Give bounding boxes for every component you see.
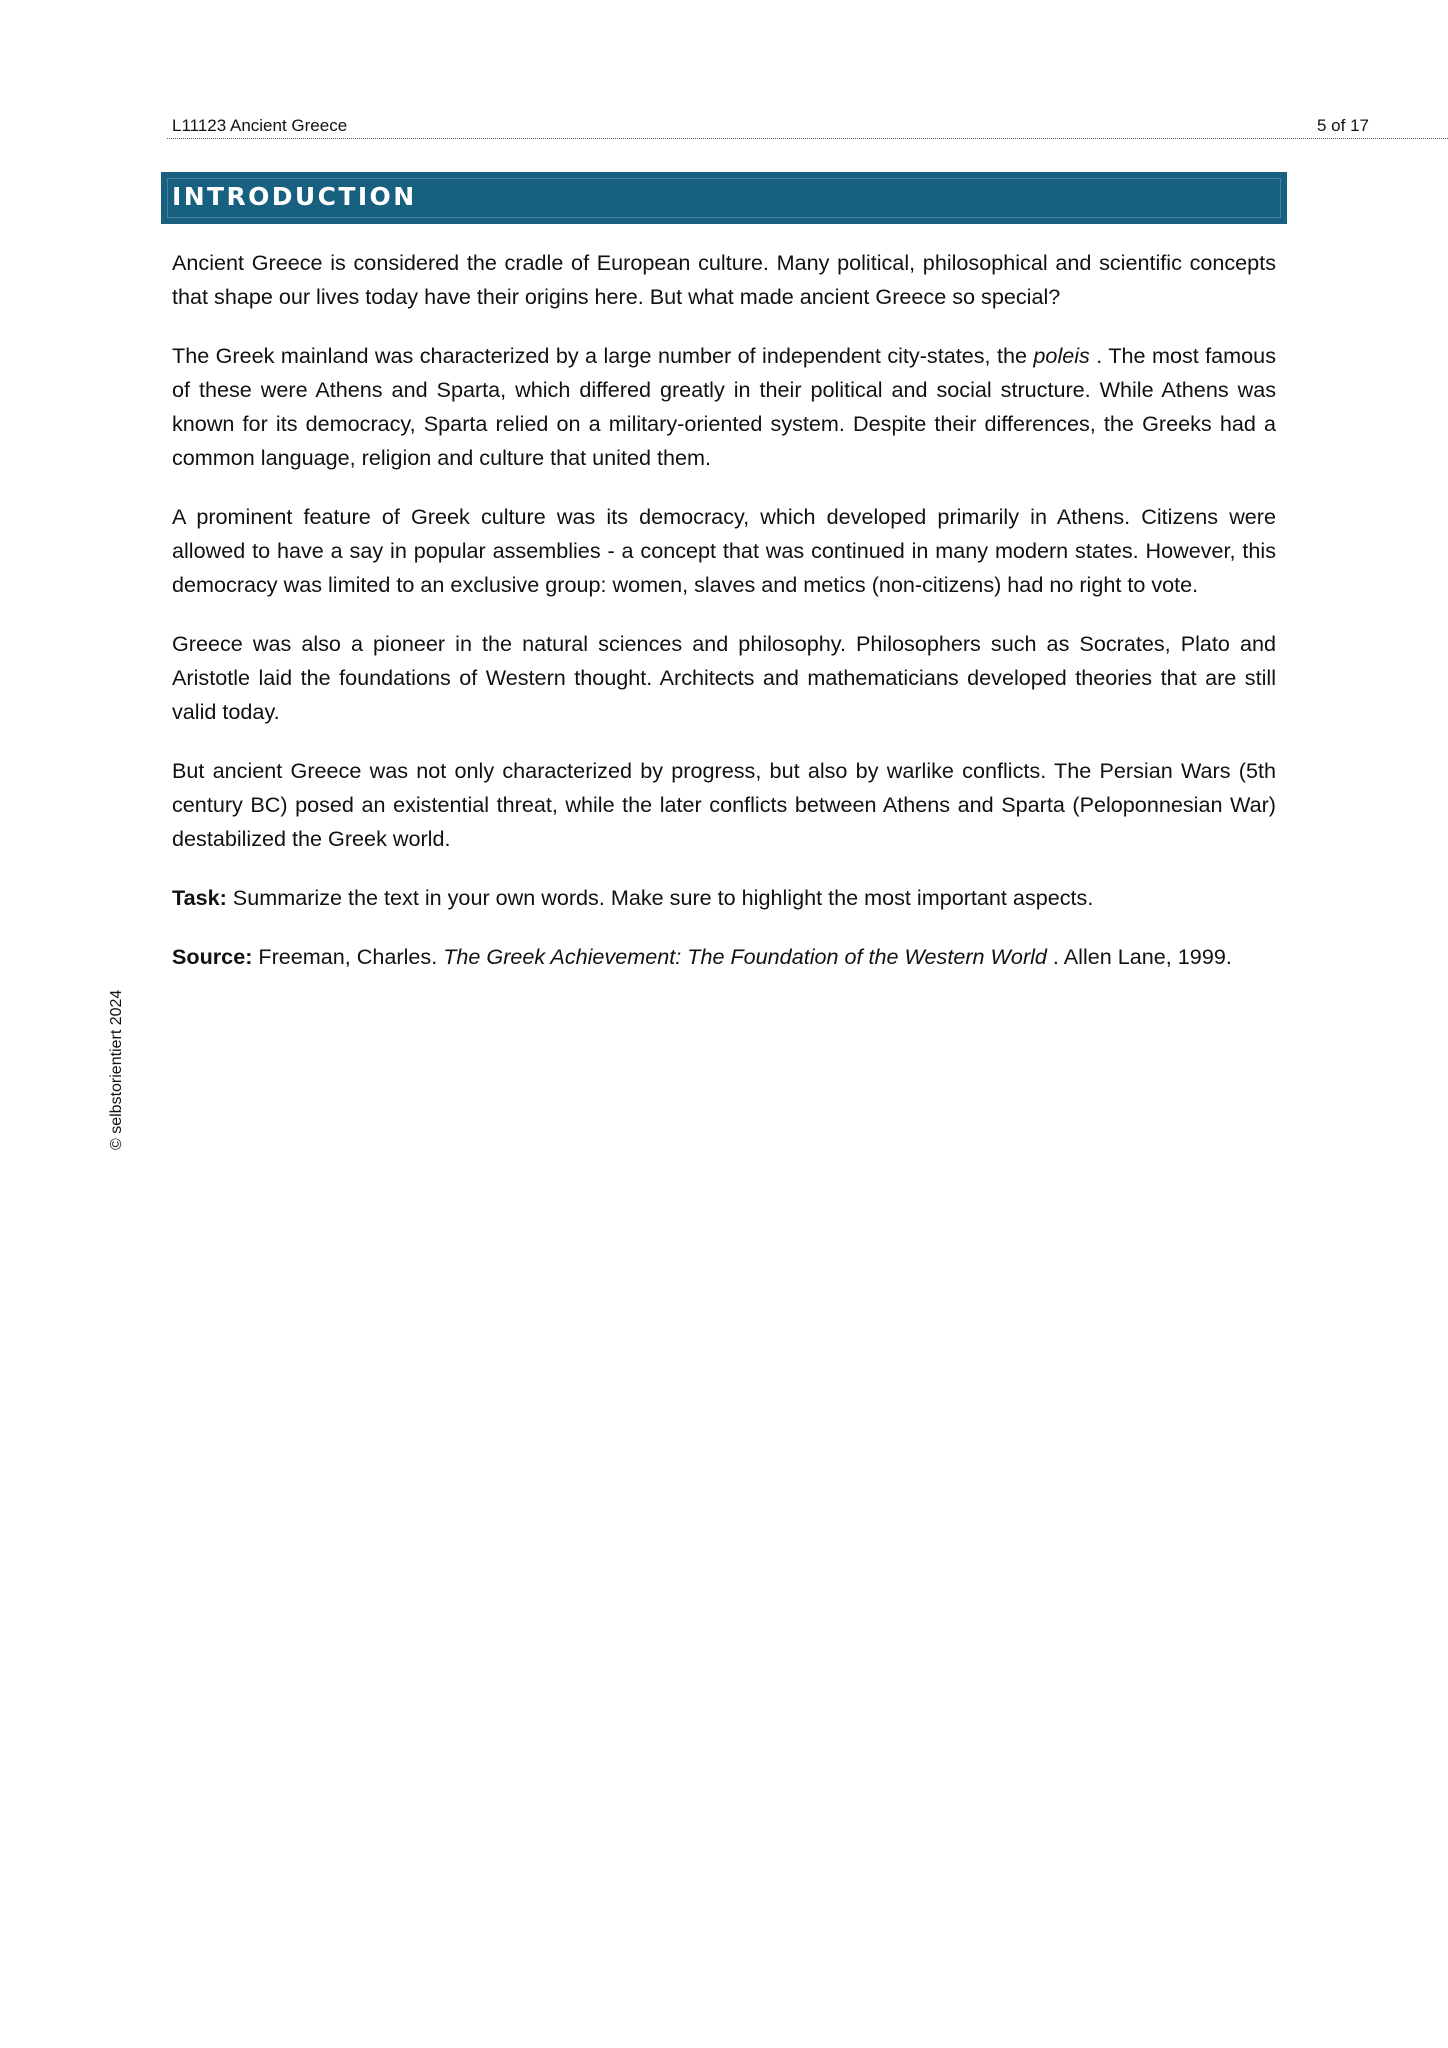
copyright-notice: © selbstorientiert 2024 [108, 989, 125, 1150]
paragraph-science: Greece was also a pioneer in the natural sciences and philosophy. Philosophers such as Socrates, Plato and Aristotle laid the foundations of Western thought. Architects and mathematicians developed theories that are still valid today. [172, 631, 1276, 724]
term-poleis: poleis [1033, 343, 1090, 368]
page-indicator: 5 of 17 [1317, 116, 1369, 135]
paragraph-text: . The most famous of these were Athens and Sparta, which differed greatly in their political and social structure. While Athens was known for its democracy, Sparta relied on a military-oriented system. Despite their differences, the Greeks had a common language, religion and culture that united them. [172, 343, 1276, 470]
running-header [167, 114, 1448, 139]
section-title: INTRODUCTION [172, 182, 417, 211]
paragraph-intro: Ancient Greece is considered the cradle of European culture. Many political, philosophical and scientific concepts that shape our lives today have their origins here. But what made ancient Greece so special? [172, 250, 1276, 309]
task-paragraph [172, 881, 1276, 915]
source-publisher: . Allen Lane, 1999. [1046, 944, 1232, 969]
document-body [172, 246, 1276, 999]
section-header-bar [161, 172, 1287, 224]
task-label: Task: [172, 885, 227, 910]
task-text: Summarize the text in your own words. Make sure to highlight the most important aspects. [226, 885, 1094, 910]
paragraph-democracy: A prominent feature of Greek culture was its democracy, which developed primarily in Athens. Citizens were allowed to have a say in popular assemblies - a concept that was continued in many modern states. However, this democracy was limited to an exclusive group: women, slaves and metics (non-citizens) had no right to vote. [172, 504, 1276, 597]
paragraph-text: The Greek mainland was characterized by a large number of independent city-states, the [172, 343, 1034, 368]
source-title: The Greek Achievement: The Foundation of the Western World [443, 944, 1047, 969]
source-author: Freeman, Charles. [252, 944, 444, 969]
source-label: Source: [172, 944, 253, 969]
source-paragraph [172, 940, 1276, 974]
paragraph-poleis [172, 339, 1276, 475]
document-id: L11123 Ancient Greece [172, 116, 348, 135]
paragraph-conflicts: But ancient Greece was not only characterized by progress, but also by warlike conflicts. The Persian Wars (5th century BC) posed an existential threat, while the later conflicts between Athens and Sparta (Peloponnesian War) destabilized the Greek world. [172, 758, 1276, 851]
